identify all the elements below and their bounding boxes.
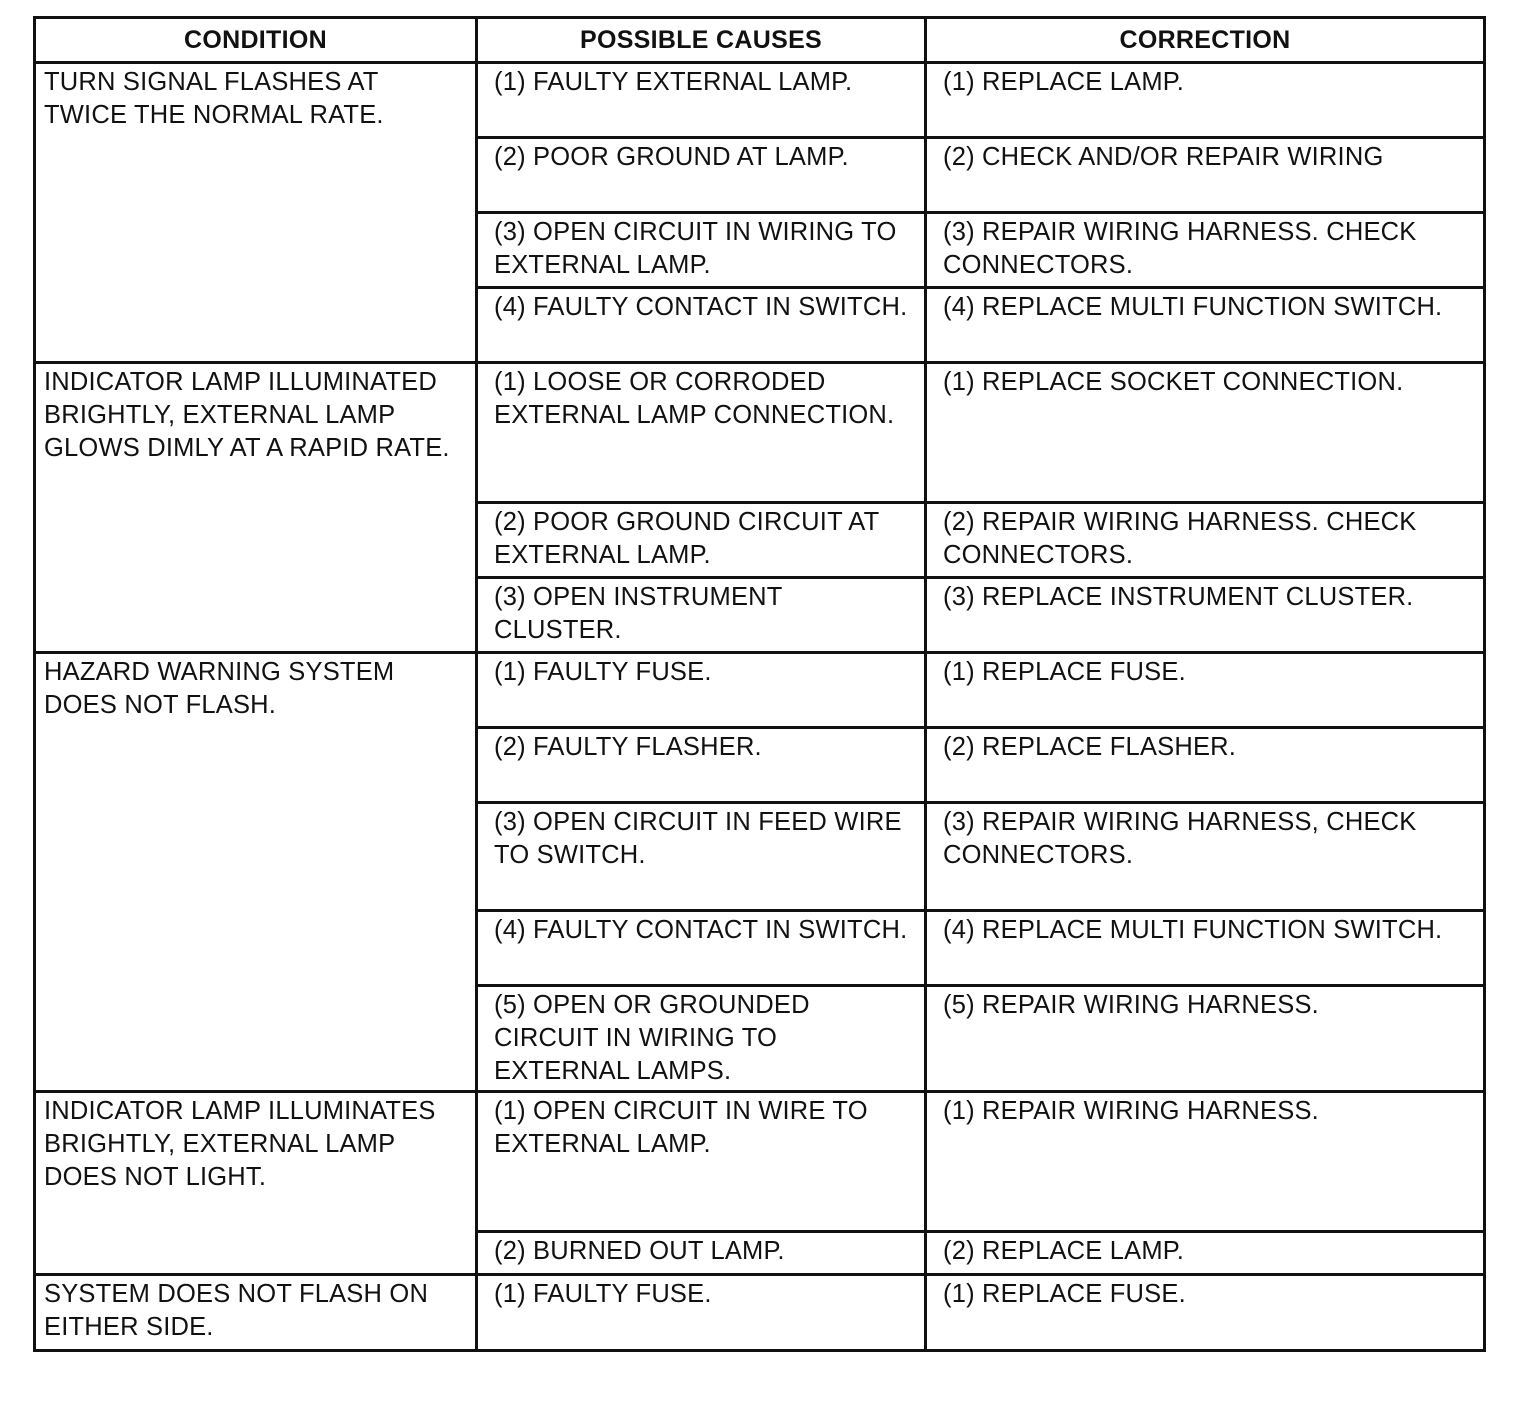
cause-cell: (2) FAULTY FLASHER. (477, 728, 926, 803)
correction-cell: (1) REPLACE FUSE. (926, 1275, 1485, 1351)
cause-cell: (2) POOR GROUND AT LAMP. (477, 138, 926, 213)
table-row (35, 363, 1485, 503)
column-header-correction: CORRECTION (926, 18, 1485, 63)
cause-cell: (1) FAULTY EXTERNAL LAMP. (477, 63, 926, 138)
correction-cell: (3) REPAIR WIRING HARNESS, CHECK CONNECTORS. (926, 803, 1485, 911)
condition-cell: HAZARD WARNING SYSTEM DOES NOT FLASH. (35, 653, 477, 1092)
correction-cell: (2) REPAIR WIRING HARNESS. CHECK CONNECTORS. (926, 503, 1485, 578)
cause-cell: (3) OPEN CIRCUIT IN FEED WIRE TO SWITCH. (477, 803, 926, 911)
correction-cell: (2) REPLACE FLASHER. (926, 728, 1485, 803)
cause-cell: (3) OPEN INSTRUMENT CLUSTER. (477, 578, 926, 653)
correction-cell: (1) REPLACE LAMP. (926, 63, 1485, 138)
diagnosis-table (33, 16, 1486, 1352)
cause-cell: (5) OPEN OR GROUNDED CIRCUIT IN WIRING TO EXTERNAL LAMPS. (477, 986, 926, 1092)
table-row (35, 653, 1485, 728)
table-row (35, 1275, 1485, 1351)
condition-cell: INDICATOR LAMP ILLUMINATED BRIGHTLY, EXTERNAL LAMP GLOWS DIMLY AT A RAPID RATE. (35, 363, 477, 653)
condition-cell: TURN SIGNAL FLASHES AT TWICE THE NORMAL RATE. (35, 63, 477, 363)
correction-cell: (1) REPLACE SOCKET CONNECTION. (926, 363, 1485, 503)
correction-cell: (5) REPAIR WIRING HARNESS. (926, 986, 1485, 1092)
cause-cell: (3) OPEN CIRCUIT IN WIRING TO EXTERNAL LAMP. (477, 213, 926, 288)
table-row (35, 63, 1485, 138)
column-header-condition: CONDITION (35, 18, 477, 63)
cause-cell: (2) POOR GROUND CIRCUIT AT EXTERNAL LAMP. (477, 503, 926, 578)
condition-cell: SYSTEM DOES NOT FLASH ON EITHER SIDE. (35, 1275, 477, 1351)
cause-cell: (1) FAULTY FUSE. (477, 653, 926, 728)
cause-cell: (2) BURNED OUT LAMP. (477, 1232, 926, 1275)
table-row (35, 1092, 1485, 1232)
column-header-possible-causes: POSSIBLE CAUSES (477, 18, 926, 63)
cause-cell: (4) FAULTY CONTACT IN SWITCH. (477, 288, 926, 363)
correction-cell: (1) REPLACE FUSE. (926, 653, 1485, 728)
header-row (35, 18, 1485, 63)
condition-cell: INDICATOR LAMP ILLUMINATES BRIGHTLY, EXTERNAL LAMP DOES NOT LIGHT. (35, 1092, 477, 1275)
correction-cell: (2) REPLACE LAMP. (926, 1232, 1485, 1275)
cause-cell: (1) LOOSE OR CORRODED EXTERNAL LAMP CONNECTION. (477, 363, 926, 503)
correction-cell: (3) REPLACE INSTRUMENT CLUSTER. (926, 578, 1485, 653)
correction-cell: (4) REPLACE MULTI FUNCTION SWITCH. (926, 288, 1485, 363)
correction-cell: (2) CHECK AND/OR REPAIR WIRING (926, 138, 1485, 213)
cause-cell: (1) OPEN CIRCUIT IN WIRE TO EXTERNAL LAMP. (477, 1092, 926, 1232)
cause-cell: (1) FAULTY FUSE. (477, 1275, 926, 1351)
correction-cell: (4) REPLACE MULTI FUNCTION SWITCH. (926, 911, 1485, 986)
correction-cell: (1) REPAIR WIRING HARNESS. (926, 1092, 1485, 1232)
correction-cell: (3) REPAIR WIRING HARNESS. CHECK CONNECTORS. (926, 213, 1485, 288)
cause-cell: (4) FAULTY CONTACT IN SWITCH. (477, 911, 926, 986)
